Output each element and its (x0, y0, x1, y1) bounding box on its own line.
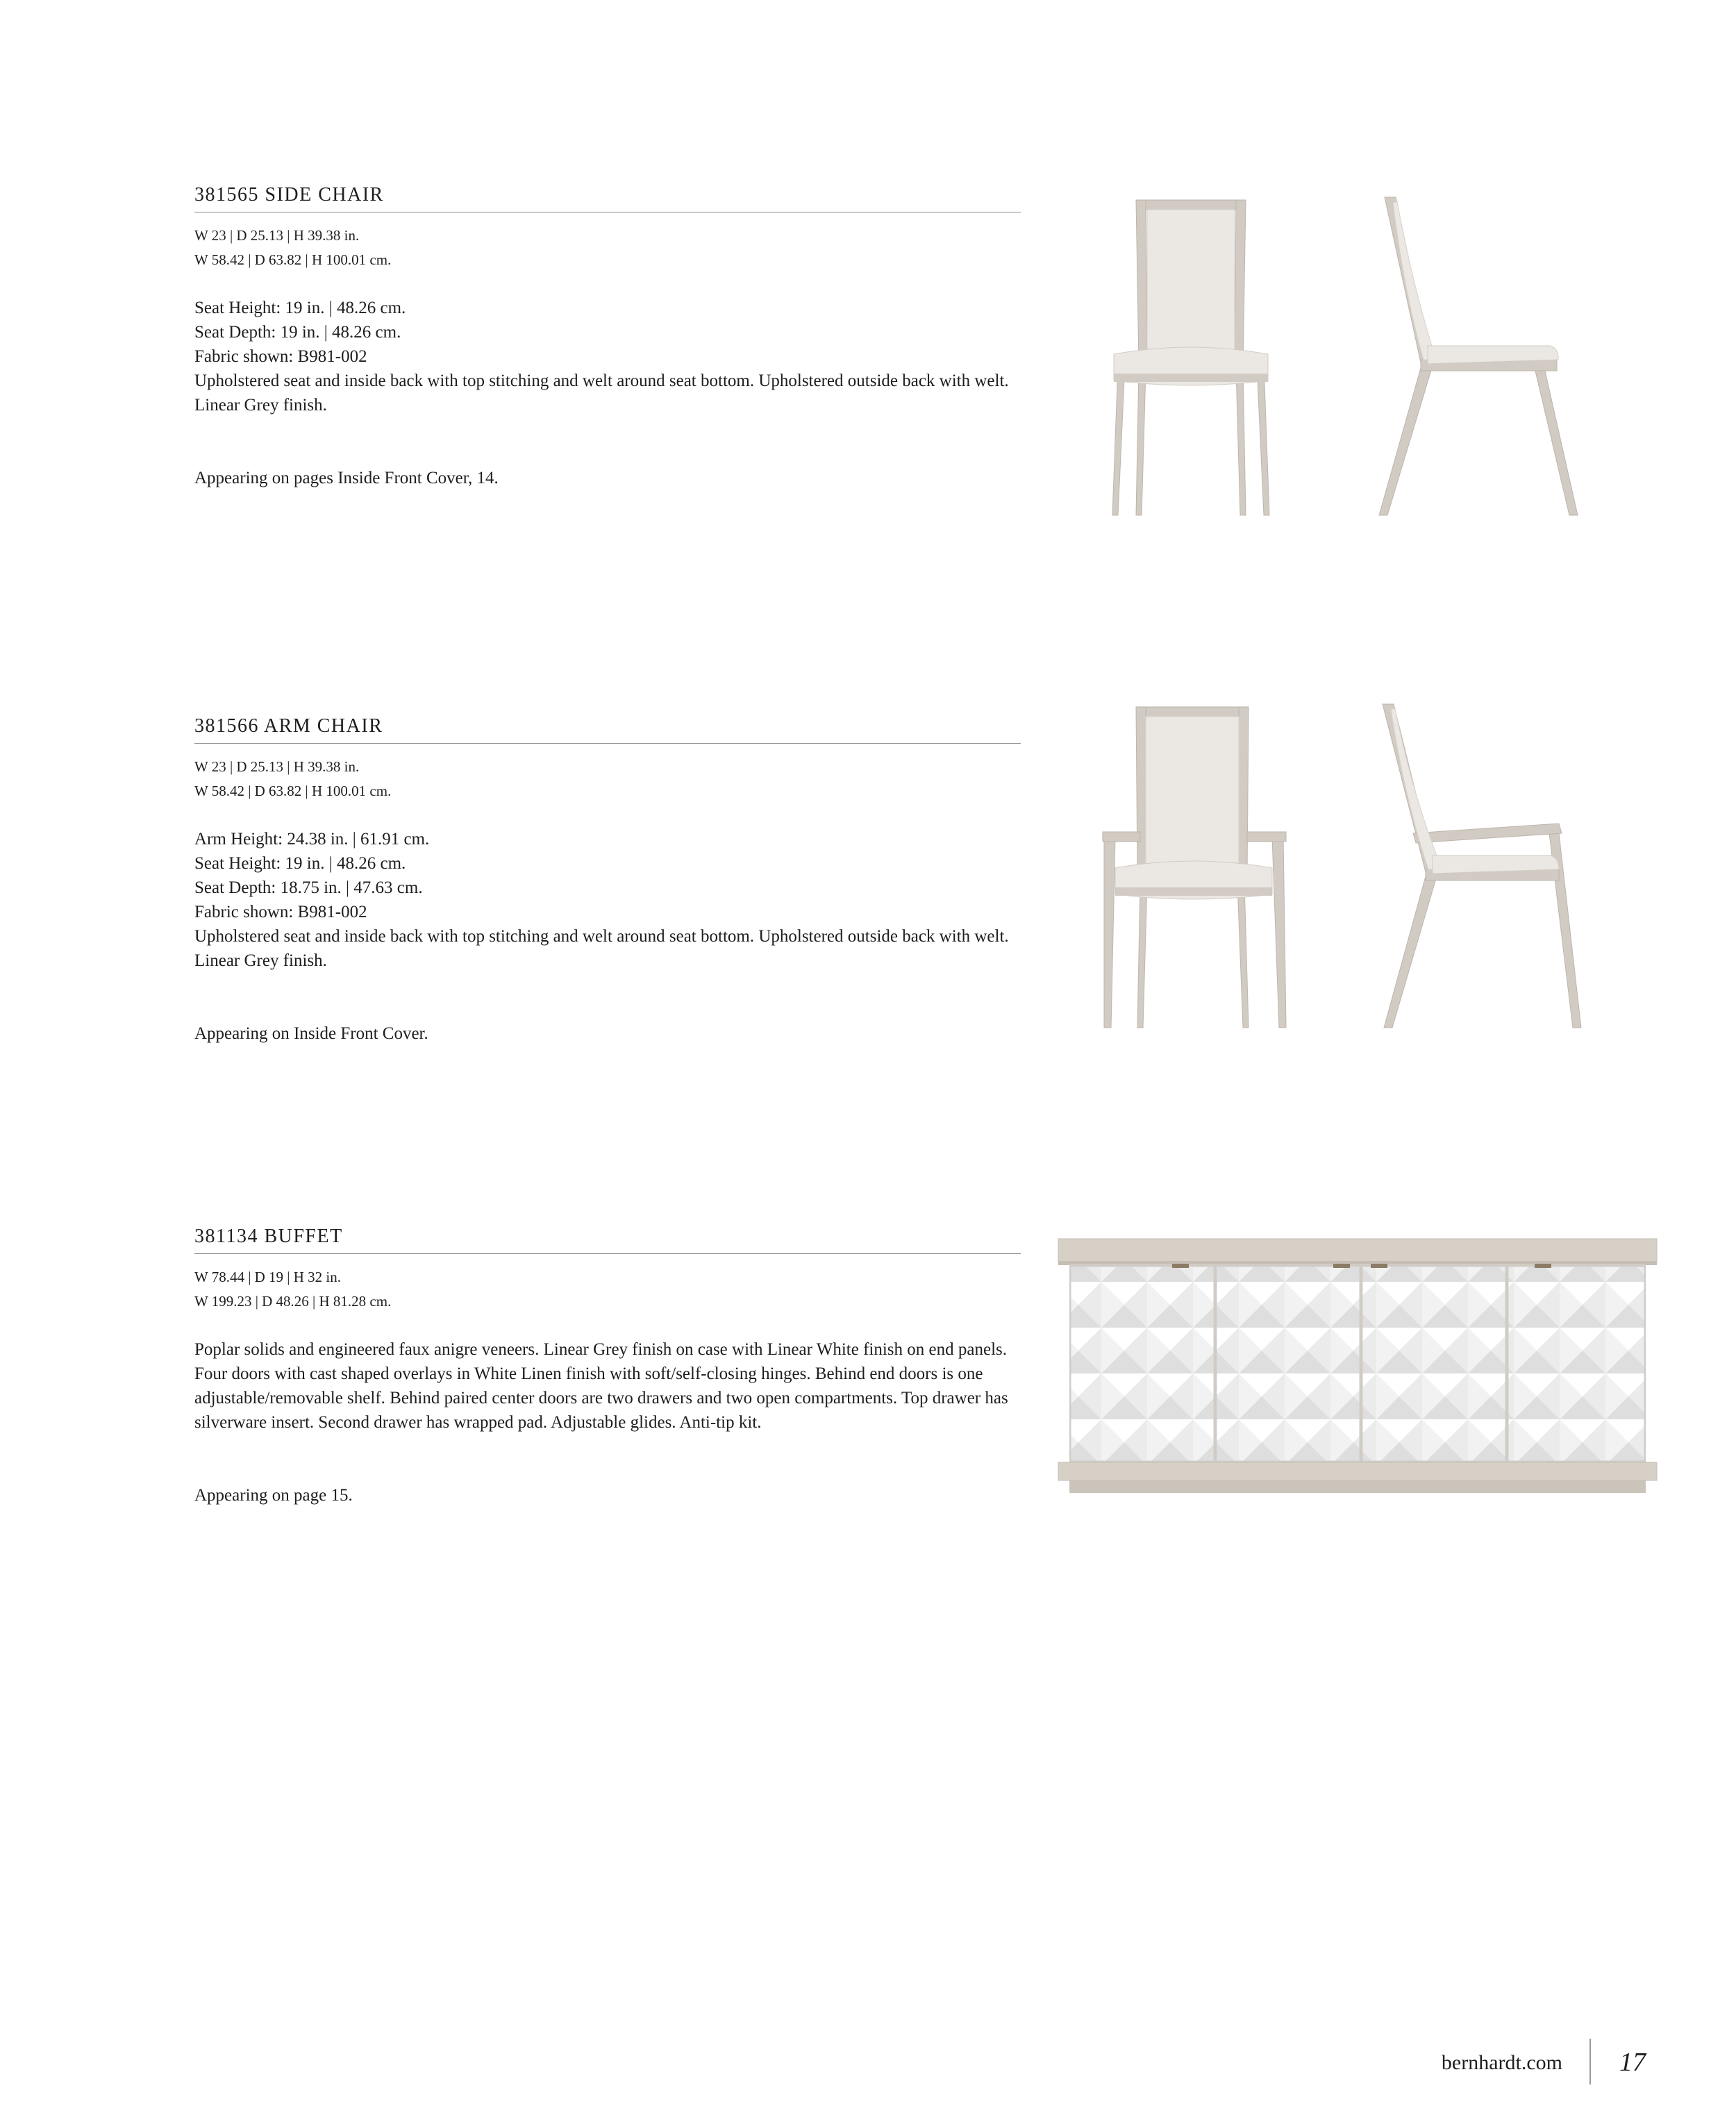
product-description: Poplar solids and engineered faux anigre veneers. Linear Grey finish on case with Linear White finish on end panels. Four doors with cast shaped overlays in White Linen finish with soft/self-closing hinges. Behind end doors is one adjustable/removable shelf. Behind paired center doors are two drawers and two open compartments. Top drawer has silverware insert. Second drawer has wrapped pad. Adjustable glides. Anti-tip kit. (194, 1340, 1008, 1432)
product-description: Upholstered seat and inside back with top stitching and welt around seat bottom. Upholstered outside back with welt. Linear Grey finish. (194, 371, 1009, 415)
product-specs (194, 296, 1021, 417)
footer-divider (1589, 2039, 1591, 2085)
spec-seat-height: Seat Height: 19 in. | 48.26 cm. (194, 854, 406, 873)
spec-seat-depth: Seat Depth: 19 in. | 48.26 cm. (194, 323, 401, 342)
product-dimensions (194, 224, 1021, 272)
product-buffet (194, 1226, 1021, 1507)
appearing-on-pages: Appearing on Inside Front Cover. (194, 1024, 428, 1043)
side-chair-side-image (1368, 194, 1590, 521)
product-title: 381134 BUFFET (194, 1226, 1021, 1254)
arm-chair-front-image (1090, 701, 1299, 1035)
product-dimensions (194, 1265, 1021, 1314)
spec-fabric: Fabric shown: B981-002 (194, 347, 367, 366)
dimensions-cm: W 58.42 | D 63.82 | H 100.01 cm. (194, 783, 392, 799)
product-title: 381566 ARM CHAIR (194, 715, 1021, 744)
side-chair-front-image (1097, 194, 1292, 521)
appearing-on-pages: Appearing on page 15. (194, 1486, 353, 1505)
dimensions-cm: W 199.23 | D 48.26 | H 81.28 cm. (194, 1293, 392, 1310)
dimensions-inches: W 23 | D 25.13 | H 39.38 in. (194, 227, 360, 244)
footer-website: bernhardt.com (1441, 2051, 1562, 2074)
product-dimensions (194, 755, 1021, 803)
product-specs (194, 1337, 1021, 1435)
dimensions-inches: W 78.44 | D 19 | H 32 in. (194, 1269, 342, 1285)
product-side-chair (194, 184, 1021, 490)
dimensions-cm: W 58.42 | D 63.82 | H 100.01 cm. (194, 251, 392, 268)
dimensions-inches: W 23 | D 25.13 | H 39.38 in. (194, 758, 360, 775)
spec-seat-height: Seat Height: 19 in. | 48.26 cm. (194, 299, 406, 317)
product-title: 381565 SIDE CHAIR (194, 184, 1021, 212)
product-specs (194, 827, 1021, 973)
spec-seat-depth: Seat Depth: 18.75 in. | 47.63 cm. (194, 878, 423, 897)
arm-chair-side-image (1371, 701, 1594, 1035)
page-number: 17 (1619, 2048, 1646, 2077)
spec-fabric: Fabric shown: B981-002 (194, 903, 367, 921)
product-description: Upholstered seat and inside back with top stitching and welt around seat bottom. Upholstered outside back with welt. Linear Grey finish. (194, 927, 1009, 970)
appearing-on-pages: Appearing on pages Inside Front Cover, 14. (194, 469, 499, 487)
product-arm-chair (194, 715, 1021, 1046)
buffet-image (1055, 1236, 1660, 1500)
spec-arm-height: Arm Height: 24.38 in. | 61.91 cm. (194, 830, 430, 849)
